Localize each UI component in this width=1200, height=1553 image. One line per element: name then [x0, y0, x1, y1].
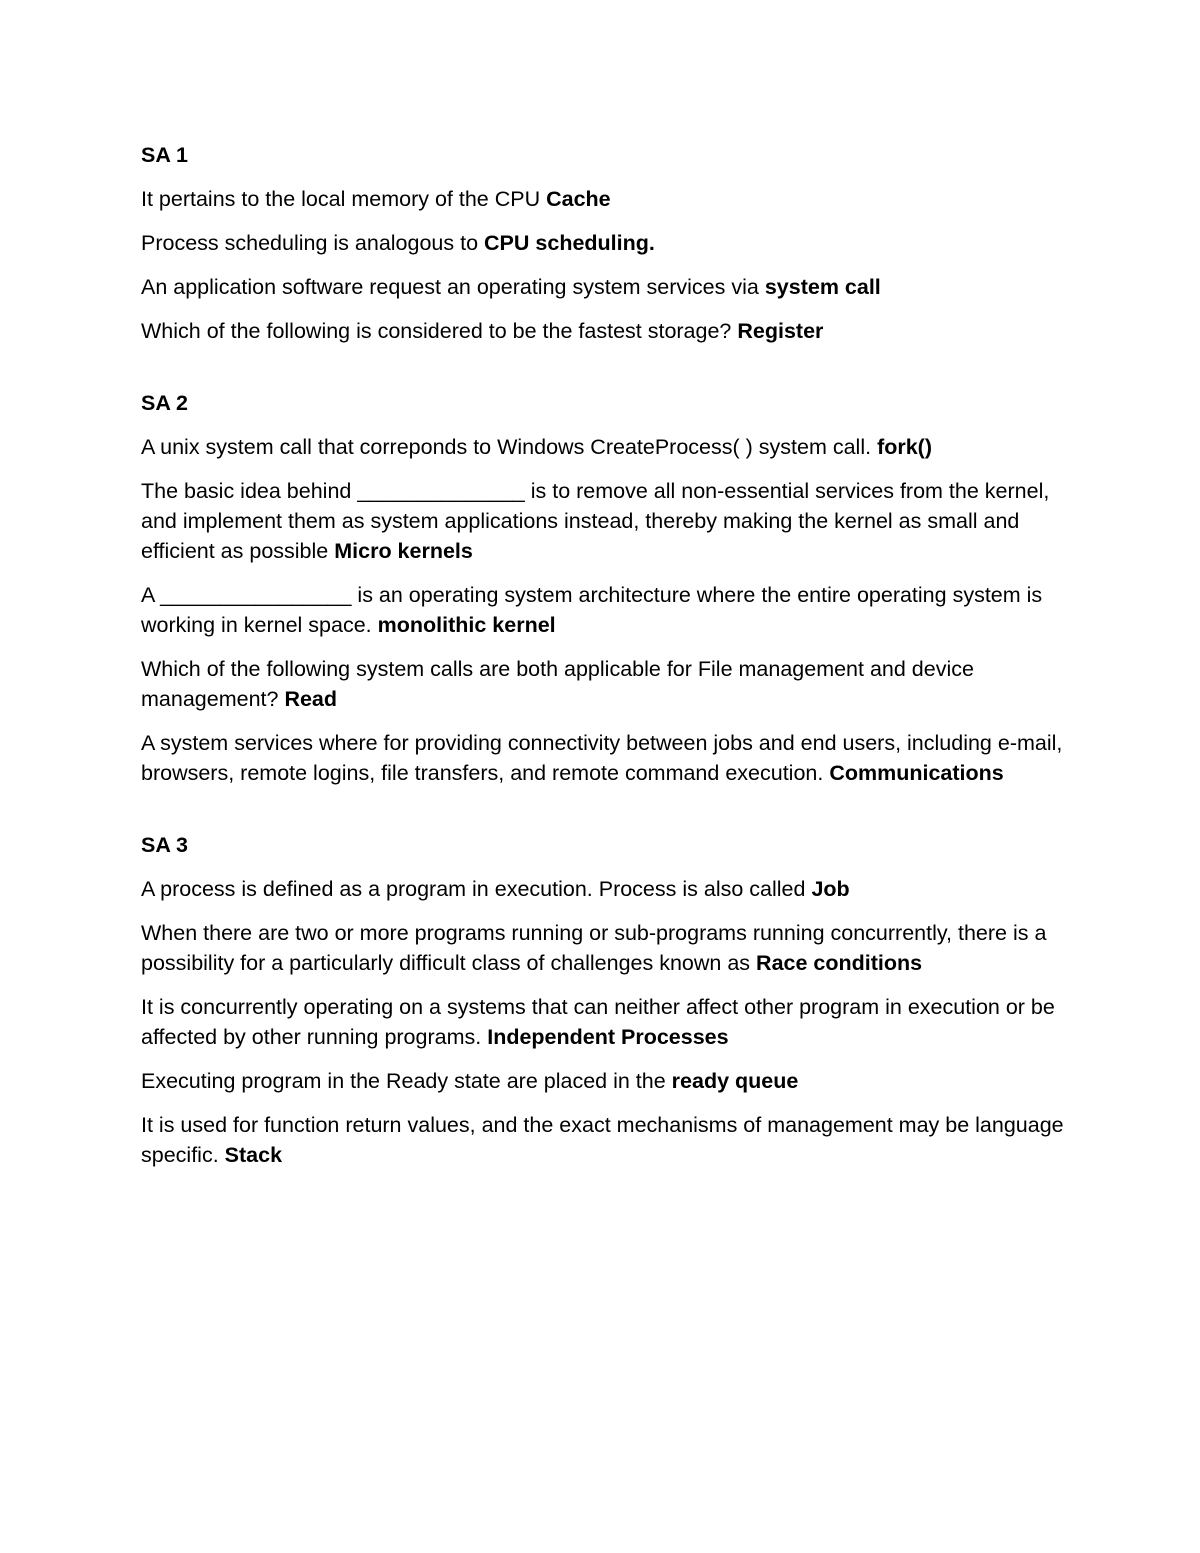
- qa-item: [141, 1110, 1066, 1170]
- question-text: Process scheduling is analogous to: [141, 231, 479, 255]
- question-text: A process is defined as a program in execution. Process is also called: [141, 877, 806, 901]
- question-text: Which of the following is considered to be the fastest storage?: [141, 319, 732, 343]
- question-text: A ________________ is an operating system architecture where the entire operating system is working in kernel space.: [141, 583, 1043, 637]
- question-text: An application software request an operating system services via: [141, 275, 759, 299]
- answer-text: Independent Processes: [487, 1025, 729, 1049]
- answer-text: Job: [811, 877, 850, 901]
- answer-text: fork(): [877, 435, 932, 459]
- qa-item: [141, 184, 1066, 214]
- question-text: It is concurrently operating on a systems that can neither affect other program in execution or be affected by other running programs.: [141, 995, 1055, 1049]
- qa-item: [141, 728, 1066, 788]
- answer-text: system call: [764, 275, 881, 299]
- qa-item: [141, 272, 1066, 302]
- document-body: [141, 140, 1066, 1184]
- qa-item: [141, 432, 1066, 462]
- section-heading: SA 1: [141, 143, 188, 167]
- section-sa3: [141, 830, 1066, 1170]
- qa-item: [141, 992, 1066, 1052]
- qa-item: [141, 476, 1066, 566]
- answer-text: Read: [284, 687, 338, 711]
- question-text: Which of the following system calls are both applicable for File management and device management?: [141, 657, 974, 711]
- qa-item: [141, 654, 1066, 714]
- qa-item: [141, 580, 1066, 640]
- section-heading: SA 3: [141, 833, 188, 857]
- qa-item: [141, 918, 1066, 978]
- qa-item: [141, 1066, 1066, 1096]
- question-text: A system services where for providing connectivity between jobs and end users, including e-mail, browsers, remote logins, file transfers, and remote command execution.: [141, 731, 1063, 785]
- section-sa2: [141, 388, 1066, 788]
- qa-item: [141, 228, 1066, 258]
- question-text: When there are two or more programs running or sub-programs running concurrently, there is a possibility for a particularly difficult class of challenges known as: [141, 921, 1047, 975]
- answer-text: monolithic kernel: [377, 613, 556, 637]
- question-text: Executing program in the Ready state are placed in the: [141, 1069, 666, 1093]
- qa-item: [141, 874, 1066, 904]
- answer-text: Communications: [829, 761, 1004, 785]
- answer-text: Race conditions: [756, 951, 923, 975]
- question-text: A unix system call that correponds to Windows CreateProcess( ) system call.: [141, 435, 872, 459]
- answer-text: ready queue: [671, 1069, 799, 1093]
- section-sa1: [141, 140, 1066, 346]
- question-text: The basic idea behind ______________ is to remove all non-essential services from the kernel, and implement them as system applications instead, thereby making the kernel as small and efficient as possible: [141, 479, 1050, 563]
- answer-text: Register: [737, 319, 824, 343]
- answer-text: Micro kernels: [334, 539, 473, 563]
- answer-text: Cache: [546, 187, 611, 211]
- answer-text: Stack: [224, 1143, 283, 1167]
- answer-text: CPU scheduling.: [484, 231, 655, 255]
- question-text: It is used for function return values, and the exact mechanisms of management may be language specific.: [141, 1113, 1064, 1167]
- section-heading: SA 2: [141, 391, 188, 415]
- qa-item: [141, 316, 1066, 346]
- question-text: It pertains to the local memory of the CPU: [141, 187, 541, 211]
